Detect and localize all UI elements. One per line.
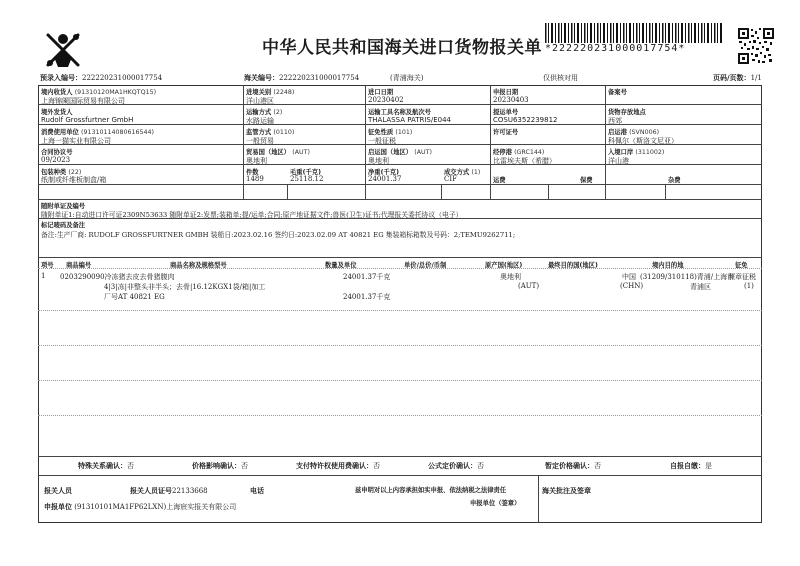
declare-date-label: 申报日期 [493, 89, 519, 96]
verify-note: 仅供核对用 [543, 74, 578, 82]
remarks-value: 备注:生产厂商: RUDOLF GROSSFURTNER GMBH 装船日:2023.02.16 签约日:2023.02.09 AT 40821 EG 集装箱标箱数及号码：2;TEMU9262711; [41, 231, 516, 239]
remarks-label: 标记唛码及备注 [41, 222, 86, 229]
table-row [38, 270, 762, 310]
goods-header-qty: 数量及单位 [325, 262, 357, 269]
package-value: 纸制或纤维板制盒/箱 [41, 176, 107, 184]
bl-label: 提运单号 [493, 109, 519, 116]
declarant-number: 报关人员证号22133668 [130, 487, 208, 495]
docs-label: 随附单证及编号 [41, 203, 86, 210]
goods-dest: (31209/310118)青浦/上海市 [640, 273, 735, 281]
user-label: 消费使用单位 (91310114080616544) [41, 129, 155, 136]
origin-country-value: 奥地利 [368, 157, 389, 165]
provisional-confirm: 暂定价格确认：否 [545, 462, 601, 470]
goods-dest-country: 中国 [622, 273, 636, 281]
goods-header-dest-country: 最终目的国(地区) [548, 262, 598, 269]
contract-value: 09/2023 [41, 156, 71, 164]
transport-value: 水路运输 [246, 117, 274, 125]
preentry-number: 预录入编号：222220231000017754 [40, 74, 163, 82]
barcode-number: *222220231000017754* [545, 43, 686, 54]
goods-header-no: 项号 [41, 262, 54, 269]
goods-header-levy: 征免 [735, 262, 748, 269]
deal-label: 成交方式 (1) [444, 169, 481, 176]
customs-emblem [40, 27, 86, 73]
storage-value: 西郊 [608, 117, 622, 125]
port-value: 科佩尔（斯洛文尼亚） [608, 137, 678, 145]
levy-value: 一般征税 [368, 137, 396, 145]
consignee-value: 上海锦阑国际贸易有限公司 [41, 97, 125, 105]
goods-code-name: 0203290090冷冻猪去皮去骨猪腹肉 [60, 273, 175, 281]
royalty-confirm: 支付特许权使用费确认：否 [296, 462, 380, 470]
entry-customs-label: 进境关别 (2248) [246, 89, 295, 96]
insurance-label: 保费 [580, 177, 593, 184]
declaration-statement: 兹申明对以上内容承担如实申报、依法纳税之法律责任 [355, 487, 507, 494]
pieces-value: 1489 [246, 175, 264, 183]
goods-origin-code: (AUT) [518, 282, 540, 290]
goods-dest-country-code: (CHN) [620, 282, 644, 290]
goods-origin: 奥地利 [500, 273, 521, 281]
misc-label: 杂费 [668, 177, 681, 184]
bl-value: COSU6352239812 [493, 116, 558, 124]
consignee-label: 境内收货人 (91310120MA1HKQTQ15) [41, 89, 157, 96]
goods-qty1: 24001.37千克 [343, 273, 391, 281]
goods-spec-line3: 厂号AT 40821 EG [104, 293, 165, 301]
goods-levy: 照章征税 [728, 273, 756, 281]
package-label: 包装种类 (22) [41, 169, 82, 176]
net-value: 24001.37 [368, 175, 402, 183]
goods-no: 1 [41, 272, 46, 280]
net-label: 净重(千克) [368, 169, 399, 176]
declarant-label: 报关人员 [44, 487, 72, 495]
supervision-value: 一般贸易 [246, 137, 274, 145]
trade-country-value: 奥地利 [246, 157, 267, 165]
goods-header-dest: 境内目的地 [652, 262, 684, 269]
goods-spec-line2: 4|3|冻|非整头非半头；去骨|16.12KGX1袋/箱|加工 [104, 283, 266, 291]
contract-label: 合同协议号 [41, 149, 73, 156]
storage-label: 货物存放地点 [608, 109, 646, 116]
unit-signature: 申报单位（签章） [470, 500, 521, 507]
formula-confirm: 公式定价确认：否 [428, 462, 484, 470]
goods-levy-code: (1) [744, 282, 754, 290]
customs-remarks-label: 海关批注及签章 [542, 487, 591, 495]
transport-label: 运输方式 (2) [246, 109, 283, 116]
origin-country-label: 启运国（地区） (AUT) [368, 149, 432, 156]
entry-port-value: 洋山港 [608, 157, 629, 165]
import-date-value: 20230402 [368, 96, 404, 104]
declare-date-value: 20230403 [493, 96, 529, 104]
freight-label: 运费 [493, 177, 506, 184]
shipper-value: Rudolf Grossfurtner GmbH [41, 116, 134, 124]
price-impact: 价格影响确认：否 [192, 462, 248, 470]
transit-value: 比雷埃夫斯（希腊） [493, 157, 556, 165]
import-date-label: 进口日期 [368, 89, 394, 96]
shipper-label: 境外发货人 [41, 109, 73, 116]
customs-number: 海关编号：222220231000017754 [244, 74, 360, 82]
gross-label: 毛重(千克) [290, 169, 321, 176]
declaring-unit: 申报单位 (91310101MA1FP62LXN)上海宸实报关有限公司 [44, 503, 237, 511]
license-label: 许可证号 [493, 129, 519, 136]
goods-header-code: 商品编号 [66, 262, 92, 269]
barcode [545, 23, 723, 43]
vessel-label: 运输工具名称及航次号 [368, 109, 431, 116]
goods-dest2: 青浦区 [690, 283, 711, 291]
docs-value: 随附单证1:自动进口许可证2309N53633 随附单证2:发票;装箱单;提/运单;合同;原产地证据文件;兽医(卫生)证书;代理报关委托协议（电子） [41, 211, 463, 219]
deal-value: CIF [444, 175, 457, 183]
phone-label: 电话 [250, 487, 264, 495]
port-label: 启运港 (SVN006) [608, 129, 660, 136]
entry-port-label: 入境口岸 (311002) [608, 149, 665, 156]
qr-code [737, 27, 775, 65]
entry-customs-value: 洋山港区 [246, 97, 274, 105]
goods-header-name: 商品名称及规格型号 [170, 262, 227, 269]
form-title: 中华人民共和国海关进口货物报关单 [262, 38, 542, 58]
user-value: 上海一猫实业有限公司 [41, 137, 111, 145]
goods-header-price: 单价/总价/币制 [404, 262, 447, 269]
levy-label: 征免性质 (101) [368, 129, 413, 136]
gross-value: 25118.12 [290, 175, 324, 183]
transit-label: 经停港 (GRC144) [493, 149, 545, 156]
customs-office: (青浦海关) [390, 74, 424, 82]
trade-country-label: 贸易国（地区） (AUT) [246, 149, 310, 156]
goods-header-origin: 原产国(地区) [485, 262, 523, 269]
record-no-label: 备案号 [608, 89, 627, 96]
page-count: 页码/页数：1/1 [713, 74, 762, 82]
self-pay-confirm: 自报自缴：是 [670, 462, 712, 470]
pieces-label: 件数 [246, 169, 259, 176]
vessel-value: THALASSA PATRIS/E044 [368, 116, 452, 124]
goods-qty2: 24001.37千克 [343, 293, 391, 301]
special-relation: 特殊关系确认：否 [78, 462, 134, 470]
supervision-label: 监管方式 (0110) [246, 129, 295, 136]
